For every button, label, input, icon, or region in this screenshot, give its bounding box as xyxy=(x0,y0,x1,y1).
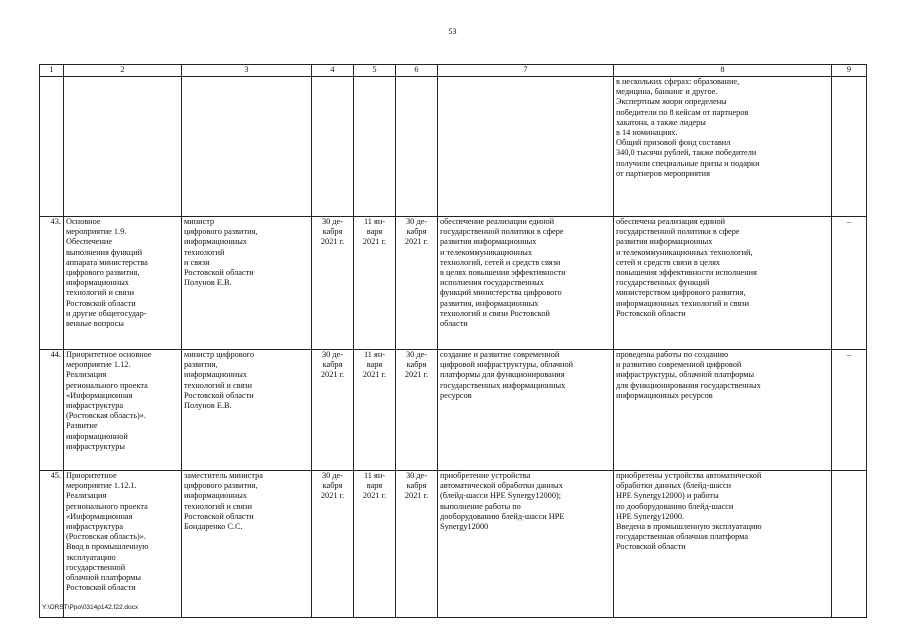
continuation-row xyxy=(40,77,867,217)
text-line: и связи xyxy=(184,257,210,267)
text-line: мероприятие 1.9. xyxy=(66,227,127,237)
cell-plan-start xyxy=(312,471,354,618)
text-line: регионального проекта xyxy=(66,380,148,390)
cell-plan-start xyxy=(312,217,354,350)
column-header-8: 8 xyxy=(614,65,832,77)
column-header-3: 3 xyxy=(182,65,312,77)
text-line: 2021 г. xyxy=(362,237,387,247)
cell-responsible xyxy=(182,350,312,471)
column-header-2: 2 xyxy=(64,65,182,77)
text-line: информационных xyxy=(66,278,129,288)
text-line: 340,0 тысячи рублей, также победители xyxy=(616,148,757,158)
text-line: 30 де- xyxy=(405,217,428,226)
text-line: проведены работы по созданию xyxy=(616,350,729,359)
text-line: государственная облачная платформа xyxy=(616,532,749,542)
column-header-4: 4 xyxy=(312,65,354,77)
text-line: HPE Synergy12000) и работы xyxy=(616,491,719,501)
text-line: Полунов Е.В. xyxy=(184,278,232,288)
column-header-6: 6 xyxy=(396,65,438,77)
text-line: цифрового развития, xyxy=(184,481,258,491)
text-line: кабря xyxy=(406,227,427,237)
text-line: обработки данных (блейд-шасси xyxy=(616,481,732,491)
text-line: обеспечена реализация единой xyxy=(616,217,726,226)
cell-note xyxy=(832,77,867,217)
text-line: государственных функций xyxy=(616,278,710,288)
text-line: аппарата министерства xyxy=(66,257,148,267)
text-line: области xyxy=(440,319,468,329)
text-line: Ростовской области xyxy=(184,511,254,521)
text-line: варя xyxy=(366,360,383,370)
text-line: Основное xyxy=(66,217,101,226)
text-line: технологий и связи Ростовской xyxy=(440,308,550,318)
text-line: 30 де- xyxy=(321,471,344,480)
text-line: «Информационная xyxy=(66,390,133,400)
text-line: Развитие xyxy=(66,421,98,431)
text-line: кабря xyxy=(322,227,343,237)
cell-responsible xyxy=(182,471,312,618)
text-line: (Ростовская область)». xyxy=(66,532,146,542)
text-line: 2021 г. xyxy=(362,491,387,501)
text-line: цифрового развития, xyxy=(184,227,258,237)
text-line: 2021 г. xyxy=(320,491,345,501)
cell-name xyxy=(64,77,182,217)
text-line: Ростовской области xyxy=(616,308,686,318)
cell-responsible xyxy=(182,217,312,350)
text-line: Synergy12000 xyxy=(440,522,489,532)
text-line: и телекоммуникационных технологий, xyxy=(616,247,753,257)
text-line: Ростовской области xyxy=(184,390,254,400)
page-number: 53 xyxy=(448,27,457,36)
text-line: и другие общегосудар- xyxy=(66,308,147,318)
text-line: инфраструктуры xyxy=(66,441,125,451)
header-row xyxy=(40,65,867,77)
text-line: облачной платформы xyxy=(66,573,141,583)
cell-fact-end xyxy=(396,350,438,471)
text-line: Приоритетное основное xyxy=(66,350,152,359)
text-line: информационных xyxy=(184,370,247,380)
text-line: информационных xyxy=(184,491,247,501)
report-table xyxy=(39,64,867,618)
text-line: министр xyxy=(184,217,215,226)
text-line: выполнение работы по xyxy=(440,501,521,511)
text-line: 2021 г. xyxy=(362,370,387,380)
text-line: развития информационных xyxy=(440,237,537,247)
text-line: государственной политики в сфере xyxy=(440,227,564,237)
text-line: цифрового развития, xyxy=(66,268,140,278)
text-line: 11 ян- xyxy=(363,217,386,226)
text-line: приобретены устройства автоматической xyxy=(616,471,762,480)
text-line: кабря xyxy=(406,481,427,491)
text-line: по дооборудованию блейд-шасси xyxy=(616,501,734,511)
text-line: для функционирования государственных xyxy=(616,380,761,390)
text-line: Ростовской области xyxy=(616,542,686,552)
file-path-footer: Y:\ORST\Ppo\0314p142.f22.docx xyxy=(42,604,139,611)
cell-actual xyxy=(614,77,832,217)
text-line: инфраструктуры, облачной платформы xyxy=(616,370,755,380)
text-line: кабря xyxy=(322,481,343,491)
text-line: 2021 г. xyxy=(320,237,345,247)
cell-name xyxy=(64,350,182,471)
text-line: Реализация xyxy=(66,370,107,380)
cell-fact-end xyxy=(396,77,438,217)
text-line: 30 де- xyxy=(405,471,428,480)
cell-name xyxy=(64,217,182,350)
text-line: мероприятие 1.12.1. xyxy=(66,481,137,491)
text-line: информационных технологий и связи xyxy=(616,298,750,308)
column-header-7: 7 xyxy=(438,65,614,77)
text-line: (блейд-шасси HPE Synergy12000); xyxy=(440,491,562,501)
text-line: функций министерства цифрового xyxy=(440,288,562,298)
text-line: технологий и связи xyxy=(184,380,253,390)
text-line: в нескольких сферах: образование, xyxy=(616,77,740,86)
text-line: Экспертным жюри определены xyxy=(616,97,727,107)
text-line: развития, xyxy=(184,360,218,370)
text-line: 11 ян- xyxy=(363,471,386,480)
cell-plan-start xyxy=(312,77,354,217)
text-line: автоматической обработки данных xyxy=(440,481,563,491)
text-line: информационных ресурсов xyxy=(616,390,713,400)
cell-name xyxy=(64,471,182,618)
text-line: Введена в промышленную эксплуатацию xyxy=(616,522,762,532)
text-line: инфраструктура xyxy=(66,401,124,411)
cell-expected xyxy=(438,77,614,217)
text-line: Бондаренко С.С. xyxy=(184,522,243,532)
table-row xyxy=(40,217,867,350)
text-line: 2021 г. xyxy=(404,237,429,247)
cell-actual xyxy=(614,217,832,350)
text-line: технологий и связи xyxy=(66,288,135,298)
text-line: развития, информационных xyxy=(440,298,539,308)
text-line: приобретение устройства xyxy=(440,471,531,480)
cell-plan-end xyxy=(354,350,396,471)
column-header-5: 5 xyxy=(354,65,396,77)
cell-fact-end xyxy=(396,471,438,618)
text-line: HPE Synergy12000. xyxy=(616,511,685,521)
table-body xyxy=(40,77,867,618)
cell-note xyxy=(832,471,867,618)
text-line: «Информационная xyxy=(66,511,133,521)
text-line: Ростовской области xyxy=(66,298,136,308)
cell-note: – xyxy=(832,217,867,350)
text-line: хакатона, а также лидеры xyxy=(616,117,706,127)
text-line: технологий xyxy=(184,247,225,257)
text-line: кабря xyxy=(322,360,343,370)
text-line: ресурсов xyxy=(440,390,472,400)
text-line: в целях повышения эффективности xyxy=(440,268,566,278)
table-row xyxy=(40,350,867,471)
text-line: 30 де- xyxy=(321,217,344,226)
cell-plan-end xyxy=(354,471,396,618)
text-line: дооборудованию блейд-шасси HPE xyxy=(440,511,565,521)
cell-plan-start xyxy=(312,350,354,471)
cell-expected xyxy=(438,350,614,471)
cell-expected xyxy=(438,217,614,350)
text-line: победители по 8 кейсам от партнеров xyxy=(616,107,749,117)
text-line: получили специальные призы и подарки xyxy=(616,158,760,168)
text-line: и телекоммуникационных xyxy=(440,247,532,257)
text-line: Полунов Е.В. xyxy=(184,401,232,411)
table-row xyxy=(40,471,867,618)
text-line: 30 де- xyxy=(321,350,344,359)
text-line: варя xyxy=(366,227,383,237)
text-line: медицина, банкинг и другое. xyxy=(616,87,718,97)
cell-responsible xyxy=(182,77,312,217)
text-line: информационной xyxy=(66,431,128,441)
text-line: и развитию современной цифровой xyxy=(616,360,742,370)
cell-actual xyxy=(614,350,832,471)
cell-num: 45. xyxy=(40,471,64,618)
text-line: Ростовской области xyxy=(184,268,254,278)
text-line: мероприятие 1.12. xyxy=(66,360,131,370)
cell-num xyxy=(40,77,64,217)
text-line: государственных информационных xyxy=(440,380,566,390)
cell-num: 43. xyxy=(40,217,64,350)
text-line: в 14 номинациях. xyxy=(616,128,678,138)
text-line: министерством цифрового развития, xyxy=(616,288,746,298)
text-line: государственной политики в сфере xyxy=(616,227,740,237)
text-line: 2021 г. xyxy=(320,370,345,380)
text-line: Обеспечение xyxy=(66,237,113,247)
text-line: 30 де- xyxy=(405,350,428,359)
text-line: цифровой инфраструктуры, облачной xyxy=(440,360,574,370)
column-header-9: 9 xyxy=(832,65,867,77)
text-line: развития информационных xyxy=(616,237,713,247)
text-line: Общий призовой фонд составил xyxy=(616,138,731,148)
text-line: кабря xyxy=(406,360,427,370)
text-line: создание и развитие современной xyxy=(440,350,560,359)
cell-note: – xyxy=(832,350,867,471)
text-line: выполнения функций xyxy=(66,247,143,257)
text-line: 2021 г. xyxy=(404,491,429,501)
text-line: обеспечение реализации единой xyxy=(440,217,555,226)
text-line: технологий, сетей и средств связи xyxy=(440,257,561,267)
text-line: 11 ян- xyxy=(363,350,386,359)
text-line: Приоритетное xyxy=(66,471,117,480)
text-line: Ввод в промышленную xyxy=(66,542,149,552)
column-header-1: 1 xyxy=(40,65,64,77)
cell-plan-end xyxy=(354,77,396,217)
text-line: Реализация xyxy=(66,491,107,501)
text-line: платформы для функционирования xyxy=(440,370,565,380)
text-line: технологий и связи xyxy=(184,501,253,511)
text-line: регионального проекта xyxy=(66,501,148,511)
cell-actual xyxy=(614,471,832,618)
text-line: варя xyxy=(366,481,383,491)
text-line: исполнения государственных xyxy=(440,278,544,288)
text-line: информационных xyxy=(184,237,247,247)
text-line: министр цифрового xyxy=(184,350,255,359)
cell-plan-end xyxy=(354,217,396,350)
text-line: сетей и средств связи в целях xyxy=(616,257,721,267)
cell-expected xyxy=(438,471,614,618)
text-line: инфраструктура xyxy=(66,522,124,532)
text-line: Ростовской области xyxy=(66,583,136,593)
text-line: повышения эффективности исполнения xyxy=(616,268,757,278)
text-line: венные вопросы xyxy=(66,319,124,329)
text-line: (Ростовская область)». xyxy=(66,411,146,421)
cell-fact-end xyxy=(396,217,438,350)
text-line: от партнеров мероприятия xyxy=(616,168,710,178)
text-line: государственной xyxy=(66,562,126,572)
cell-num: 44. xyxy=(40,350,64,471)
text-line: заместитель министра xyxy=(184,471,263,480)
text-line: эксплуатацию xyxy=(66,552,116,562)
text-line: 2021 г. xyxy=(404,370,429,380)
